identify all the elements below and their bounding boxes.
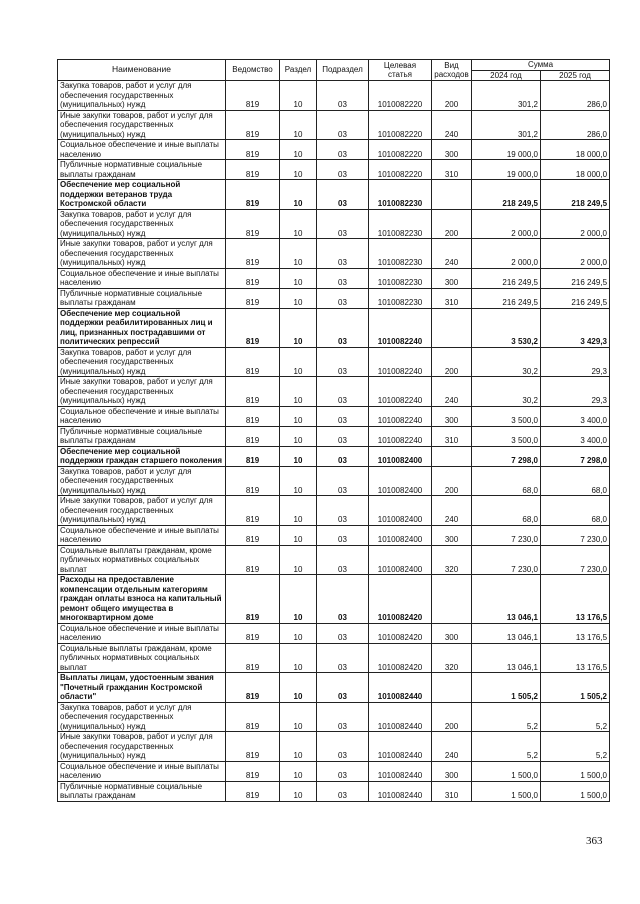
header-name: Наименование bbox=[58, 60, 226, 81]
row-name: Закупка товаров, работ и услуг для обеспечения государственных (муниципальных) нужд bbox=[58, 81, 226, 111]
table-row bbox=[58, 347, 610, 377]
header-sum: Сумма bbox=[472, 60, 610, 71]
row-sum-2024: 5,2 bbox=[472, 732, 541, 762]
row-name: Публичные нормативные социальные выплаты гражданам bbox=[58, 288, 226, 308]
row-sum-2025: 68,0 bbox=[541, 466, 610, 496]
table-row bbox=[58, 288, 610, 308]
row-sum-2024: 1 500,0 bbox=[472, 781, 541, 801]
row-target: 1010082440 bbox=[369, 732, 432, 762]
row-type: 300 bbox=[432, 525, 472, 545]
row-subsection: 03 bbox=[317, 623, 369, 643]
header-type: Вид расходов bbox=[432, 60, 472, 81]
row-type: 300 bbox=[432, 761, 472, 781]
row-sum-2025: 5,2 bbox=[541, 702, 610, 732]
row-subsection: 03 bbox=[317, 347, 369, 377]
row-section: 10 bbox=[280, 110, 317, 140]
row-name: Обеспечение мер социальной поддержки ветеранов труда Костромской области bbox=[58, 180, 226, 210]
row-target: 1010082220 bbox=[369, 160, 432, 180]
row-sum-2025: 2 000,0 bbox=[541, 239, 610, 269]
row-subsection: 03 bbox=[317, 575, 369, 624]
row-type: 240 bbox=[432, 496, 472, 526]
row-dept: 819 bbox=[226, 268, 280, 288]
row-dept: 819 bbox=[226, 575, 280, 624]
row-name: Публичные нормативные социальные выплаты гражданам bbox=[58, 160, 226, 180]
row-section: 10 bbox=[280, 781, 317, 801]
row-dept: 819 bbox=[226, 496, 280, 526]
row-dept: 819 bbox=[226, 81, 280, 111]
row-dept: 819 bbox=[226, 761, 280, 781]
row-type: 300 bbox=[432, 623, 472, 643]
row-sum-2025: 5,2 bbox=[541, 732, 610, 762]
row-sum-2025: 218 249,5 bbox=[541, 180, 610, 210]
row-section: 10 bbox=[280, 466, 317, 496]
row-type: 200 bbox=[432, 466, 472, 496]
table-row-total bbox=[58, 673, 610, 703]
row-name: Обеспечение мер социальной поддержки реабилитированных лиц и лиц, признанных пострадавшими от политических репрессий bbox=[58, 308, 226, 347]
row-subsection: 03 bbox=[317, 761, 369, 781]
row-sum-2024: 2 000,0 bbox=[472, 239, 541, 269]
row-type bbox=[432, 575, 472, 624]
row-sum-2025: 1 500,0 bbox=[541, 761, 610, 781]
row-type: 300 bbox=[432, 406, 472, 426]
row-target: 1010082400 bbox=[369, 545, 432, 575]
row-subsection: 03 bbox=[317, 288, 369, 308]
row-dept: 819 bbox=[226, 673, 280, 703]
row-section: 10 bbox=[280, 288, 317, 308]
row-sum-2024: 13 046,1 bbox=[472, 643, 541, 673]
table-row bbox=[58, 406, 610, 426]
row-subsection: 03 bbox=[317, 545, 369, 575]
row-name: Иные закупки товаров, работ и услуг для обеспечения государственных (муниципальных) нужд bbox=[58, 110, 226, 140]
row-sum-2025: 3 429,3 bbox=[541, 308, 610, 347]
row-target: 1010082420 bbox=[369, 575, 432, 624]
row-name: Выплаты лицам, удостоенным звания "Почетный гражданин Костромской области" bbox=[58, 673, 226, 703]
row-sum-2024: 19 000,0 bbox=[472, 160, 541, 180]
row-dept: 819 bbox=[226, 160, 280, 180]
row-name: Социальное обеспечение и иные выплаты населению bbox=[58, 140, 226, 160]
row-subsection: 03 bbox=[317, 140, 369, 160]
row-sum-2025: 216 249,5 bbox=[541, 288, 610, 308]
row-sum-2025: 13 176,5 bbox=[541, 623, 610, 643]
row-target: 1010082440 bbox=[369, 761, 432, 781]
table-row bbox=[58, 466, 610, 496]
row-sum-2025: 7 298,0 bbox=[541, 446, 610, 466]
row-sum-2024: 7 230,0 bbox=[472, 525, 541, 545]
row-sum-2024: 216 249,5 bbox=[472, 288, 541, 308]
row-sum-2025: 2 000,0 bbox=[541, 209, 610, 239]
row-target: 1010082230 bbox=[369, 288, 432, 308]
row-section: 10 bbox=[280, 702, 317, 732]
table-row bbox=[58, 426, 610, 446]
row-dept: 819 bbox=[226, 781, 280, 801]
row-subsection: 03 bbox=[317, 239, 369, 269]
row-type bbox=[432, 308, 472, 347]
row-dept: 819 bbox=[226, 180, 280, 210]
row-subsection: 03 bbox=[317, 446, 369, 466]
table-row bbox=[58, 160, 610, 180]
row-section: 10 bbox=[280, 140, 317, 160]
table-row bbox=[58, 209, 610, 239]
table-row bbox=[58, 781, 610, 801]
row-dept: 819 bbox=[226, 446, 280, 466]
row-subsection: 03 bbox=[317, 308, 369, 347]
row-section: 10 bbox=[280, 525, 317, 545]
row-sum-2025: 1 500,0 bbox=[541, 781, 610, 801]
table-row bbox=[58, 140, 610, 160]
table-row bbox=[58, 377, 610, 407]
row-type: 240 bbox=[432, 377, 472, 407]
row-section: 10 bbox=[280, 347, 317, 377]
row-sum-2025: 68,0 bbox=[541, 496, 610, 526]
row-type bbox=[432, 446, 472, 466]
row-name: Социальное обеспечение и иные выплаты населению bbox=[58, 268, 226, 288]
row-sum-2024: 3 530,2 bbox=[472, 308, 541, 347]
row-sum-2024: 3 500,0 bbox=[472, 406, 541, 426]
row-target: 1010082420 bbox=[369, 623, 432, 643]
header-2024: 2024 год bbox=[472, 70, 541, 81]
row-type: 200 bbox=[432, 702, 472, 732]
row-name: Иные закупки товаров, работ и услуг для обеспечения государственных (муниципальных) нужд bbox=[58, 239, 226, 269]
row-section: 10 bbox=[280, 496, 317, 526]
row-section: 10 bbox=[280, 209, 317, 239]
row-name: Социальное обеспечение и иные выплаты населению bbox=[58, 406, 226, 426]
header-dept: Ведомство bbox=[226, 60, 280, 81]
row-name: Социальное обеспечение и иные выплаты населению bbox=[58, 761, 226, 781]
row-sum-2025: 1 505,2 bbox=[541, 673, 610, 703]
row-type: 200 bbox=[432, 347, 472, 377]
row-section: 10 bbox=[280, 673, 317, 703]
row-dept: 819 bbox=[226, 466, 280, 496]
row-section: 10 bbox=[280, 446, 317, 466]
header-section: Раздел bbox=[280, 60, 317, 81]
row-type: 240 bbox=[432, 239, 472, 269]
row-name: Закупка товаров, работ и услуг для обеспечения государственных (муниципальных) нужд bbox=[58, 466, 226, 496]
row-subsection: 03 bbox=[317, 702, 369, 732]
table-row-total bbox=[58, 308, 610, 347]
row-type bbox=[432, 180, 472, 210]
row-target: 1010082220 bbox=[369, 110, 432, 140]
table-row-total bbox=[58, 180, 610, 210]
row-section: 10 bbox=[280, 406, 317, 426]
row-dept: 819 bbox=[226, 209, 280, 239]
row-name: Иные закупки товаров, работ и услуг для обеспечения государственных (муниципальных) нужд bbox=[58, 496, 226, 526]
row-section: 10 bbox=[280, 575, 317, 624]
row-subsection: 03 bbox=[317, 406, 369, 426]
row-sum-2024: 301,2 bbox=[472, 110, 541, 140]
row-name: Социальные выплаты гражданам, кроме публичных нормативных социальных выплат bbox=[58, 643, 226, 673]
row-dept: 819 bbox=[226, 140, 280, 160]
row-dept: 819 bbox=[226, 308, 280, 347]
budget-table bbox=[57, 59, 610, 802]
row-target: 1010082240 bbox=[369, 377, 432, 407]
row-target: 1010082400 bbox=[369, 496, 432, 526]
header-subsection: Подраздел bbox=[317, 60, 369, 81]
row-sum-2024: 68,0 bbox=[472, 496, 541, 526]
row-type: 300 bbox=[432, 268, 472, 288]
row-sum-2024: 216 249,5 bbox=[472, 268, 541, 288]
row-type bbox=[432, 673, 472, 703]
row-section: 10 bbox=[280, 426, 317, 446]
row-target: 1010082220 bbox=[369, 81, 432, 111]
row-subsection: 03 bbox=[317, 180, 369, 210]
row-type: 310 bbox=[432, 160, 472, 180]
row-sum-2024: 30,2 bbox=[472, 347, 541, 377]
row-type: 320 bbox=[432, 545, 472, 575]
row-type: 240 bbox=[432, 732, 472, 762]
row-section: 10 bbox=[280, 239, 317, 269]
row-dept: 819 bbox=[226, 347, 280, 377]
header-2025: 2025 год bbox=[541, 70, 610, 81]
row-section: 10 bbox=[280, 643, 317, 673]
row-target: 1010082400 bbox=[369, 525, 432, 545]
table-row bbox=[58, 732, 610, 762]
row-target: 1010082220 bbox=[369, 140, 432, 160]
row-type: 200 bbox=[432, 209, 472, 239]
row-name: Иные закупки товаров, работ и услуг для обеспечения государственных (муниципальных) нужд bbox=[58, 377, 226, 407]
row-type: 240 bbox=[432, 110, 472, 140]
row-sum-2025: 29,3 bbox=[541, 347, 610, 377]
row-section: 10 bbox=[280, 160, 317, 180]
row-dept: 819 bbox=[226, 643, 280, 673]
row-target: 1010082400 bbox=[369, 446, 432, 466]
row-subsection: 03 bbox=[317, 525, 369, 545]
row-section: 10 bbox=[280, 180, 317, 210]
row-sum-2024: 13 046,1 bbox=[472, 623, 541, 643]
row-type: 200 bbox=[432, 81, 472, 111]
row-dept: 819 bbox=[226, 288, 280, 308]
row-dept: 819 bbox=[226, 525, 280, 545]
table-row bbox=[58, 239, 610, 269]
row-type: 320 bbox=[432, 643, 472, 673]
row-type: 310 bbox=[432, 288, 472, 308]
row-sum-2024: 301,2 bbox=[472, 81, 541, 111]
row-target: 1010082440 bbox=[369, 702, 432, 732]
row-type: 310 bbox=[432, 781, 472, 801]
row-sum-2025: 13 176,5 bbox=[541, 643, 610, 673]
table-row bbox=[58, 268, 610, 288]
row-section: 10 bbox=[280, 308, 317, 347]
row-section: 10 bbox=[280, 81, 317, 111]
table-row bbox=[58, 545, 610, 575]
row-sum-2024: 7 230,0 bbox=[472, 545, 541, 575]
row-target: 1010082400 bbox=[369, 466, 432, 496]
row-target: 1010082240 bbox=[369, 426, 432, 446]
row-section: 10 bbox=[280, 545, 317, 575]
table-row-total bbox=[58, 446, 610, 466]
row-dept: 819 bbox=[226, 239, 280, 269]
row-target: 1010082440 bbox=[369, 781, 432, 801]
row-dept: 819 bbox=[226, 110, 280, 140]
row-name: Социальное обеспечение и иные выплаты населению bbox=[58, 525, 226, 545]
row-sum-2024: 30,2 bbox=[472, 377, 541, 407]
row-name: Иные закупки товаров, работ и услуг для обеспечения государственных (муниципальных) нужд bbox=[58, 732, 226, 762]
row-section: 10 bbox=[280, 732, 317, 762]
row-dept: 819 bbox=[226, 426, 280, 446]
row-sum-2025: 216 249,5 bbox=[541, 268, 610, 288]
row-sum-2024: 7 298,0 bbox=[472, 446, 541, 466]
row-target: 1010082230 bbox=[369, 209, 432, 239]
row-target: 1010082420 bbox=[369, 643, 432, 673]
row-dept: 819 bbox=[226, 623, 280, 643]
row-sum-2024: 1 500,0 bbox=[472, 761, 541, 781]
table-row bbox=[58, 623, 610, 643]
row-subsection: 03 bbox=[317, 673, 369, 703]
row-subsection: 03 bbox=[317, 781, 369, 801]
row-name: Закупка товаров, работ и услуг для обеспечения государственных (муниципальных) нужд bbox=[58, 347, 226, 377]
table-row bbox=[58, 496, 610, 526]
row-type: 300 bbox=[432, 140, 472, 160]
row-subsection: 03 bbox=[317, 643, 369, 673]
row-target: 1010082240 bbox=[369, 308, 432, 347]
row-section: 10 bbox=[280, 377, 317, 407]
row-dept: 819 bbox=[226, 545, 280, 575]
row-type: 310 bbox=[432, 426, 472, 446]
row-subsection: 03 bbox=[317, 81, 369, 111]
row-sum-2025: 13 176,5 bbox=[541, 575, 610, 624]
row-target: 1010082230 bbox=[369, 239, 432, 269]
row-subsection: 03 bbox=[317, 732, 369, 762]
row-sum-2024: 3 500,0 bbox=[472, 426, 541, 446]
row-sum-2025: 7 230,0 bbox=[541, 545, 610, 575]
row-name: Обеспечение мер социальной поддержки граждан старшего поколения bbox=[58, 446, 226, 466]
row-sum-2024: 218 249,5 bbox=[472, 180, 541, 210]
row-sum-2024: 1 505,2 bbox=[472, 673, 541, 703]
table-row bbox=[58, 761, 610, 781]
table-row bbox=[58, 643, 610, 673]
row-sum-2025: 3 400,0 bbox=[541, 406, 610, 426]
row-target: 1010082230 bbox=[369, 180, 432, 210]
row-dept: 819 bbox=[226, 406, 280, 426]
row-sum-2025: 3 400,0 bbox=[541, 426, 610, 446]
row-dept: 819 bbox=[226, 732, 280, 762]
row-sum-2025: 7 230,0 bbox=[541, 525, 610, 545]
table-row bbox=[58, 525, 610, 545]
row-dept: 819 bbox=[226, 702, 280, 732]
row-subsection: 03 bbox=[317, 160, 369, 180]
row-name: Закупка товаров, работ и услуг для обеспечения государственных (муниципальных) нужд bbox=[58, 702, 226, 732]
header-target: Целевая статья bbox=[369, 60, 432, 81]
table-row bbox=[58, 81, 610, 111]
row-sum-2025: 286,0 bbox=[541, 81, 610, 111]
row-name: Социальное обеспечение и иные выплаты населению bbox=[58, 623, 226, 643]
row-name: Закупка товаров, работ и услуг для обеспечения государственных (муниципальных) нужд bbox=[58, 209, 226, 239]
row-sum-2024: 19 000,0 bbox=[472, 140, 541, 160]
row-target: 1010082240 bbox=[369, 347, 432, 377]
table-row bbox=[58, 702, 610, 732]
row-sum-2025: 18 000,0 bbox=[541, 140, 610, 160]
table-row-total bbox=[58, 575, 610, 624]
row-sum-2024: 68,0 bbox=[472, 466, 541, 496]
row-name: Социальные выплаты гражданам, кроме публичных нормативных социальных выплат bbox=[58, 545, 226, 575]
row-section: 10 bbox=[280, 761, 317, 781]
row-target: 1010082240 bbox=[369, 406, 432, 426]
row-section: 10 bbox=[280, 268, 317, 288]
row-sum-2024: 2 000,0 bbox=[472, 209, 541, 239]
row-sum-2025: 18 000,0 bbox=[541, 160, 610, 180]
row-sum-2024: 13 046,1 bbox=[472, 575, 541, 624]
row-name: Публичные нормативные социальные выплаты гражданам bbox=[58, 426, 226, 446]
row-name: Расходы на предоставление компенсации отдельным категориям граждан оплаты взноса на капитальный ремонт общего имущества в многоквартирном доме bbox=[58, 575, 226, 624]
page-number: 363 bbox=[586, 835, 603, 847]
table-body bbox=[58, 81, 610, 802]
row-subsection: 03 bbox=[317, 268, 369, 288]
row-subsection: 03 bbox=[317, 209, 369, 239]
table-row bbox=[58, 110, 610, 140]
row-subsection: 03 bbox=[317, 377, 369, 407]
row-target: 1010082230 bbox=[369, 268, 432, 288]
row-name: Публичные нормативные социальные выплаты гражданам bbox=[58, 781, 226, 801]
row-subsection: 03 bbox=[317, 426, 369, 446]
row-subsection: 03 bbox=[317, 496, 369, 526]
row-sum-2025: 286,0 bbox=[541, 110, 610, 140]
row-subsection: 03 bbox=[317, 110, 369, 140]
row-sum-2024: 5,2 bbox=[472, 702, 541, 732]
row-sum-2025: 29,3 bbox=[541, 377, 610, 407]
row-dept: 819 bbox=[226, 377, 280, 407]
row-section: 10 bbox=[280, 623, 317, 643]
row-subsection: 03 bbox=[317, 466, 369, 496]
row-target: 1010082440 bbox=[369, 673, 432, 703]
